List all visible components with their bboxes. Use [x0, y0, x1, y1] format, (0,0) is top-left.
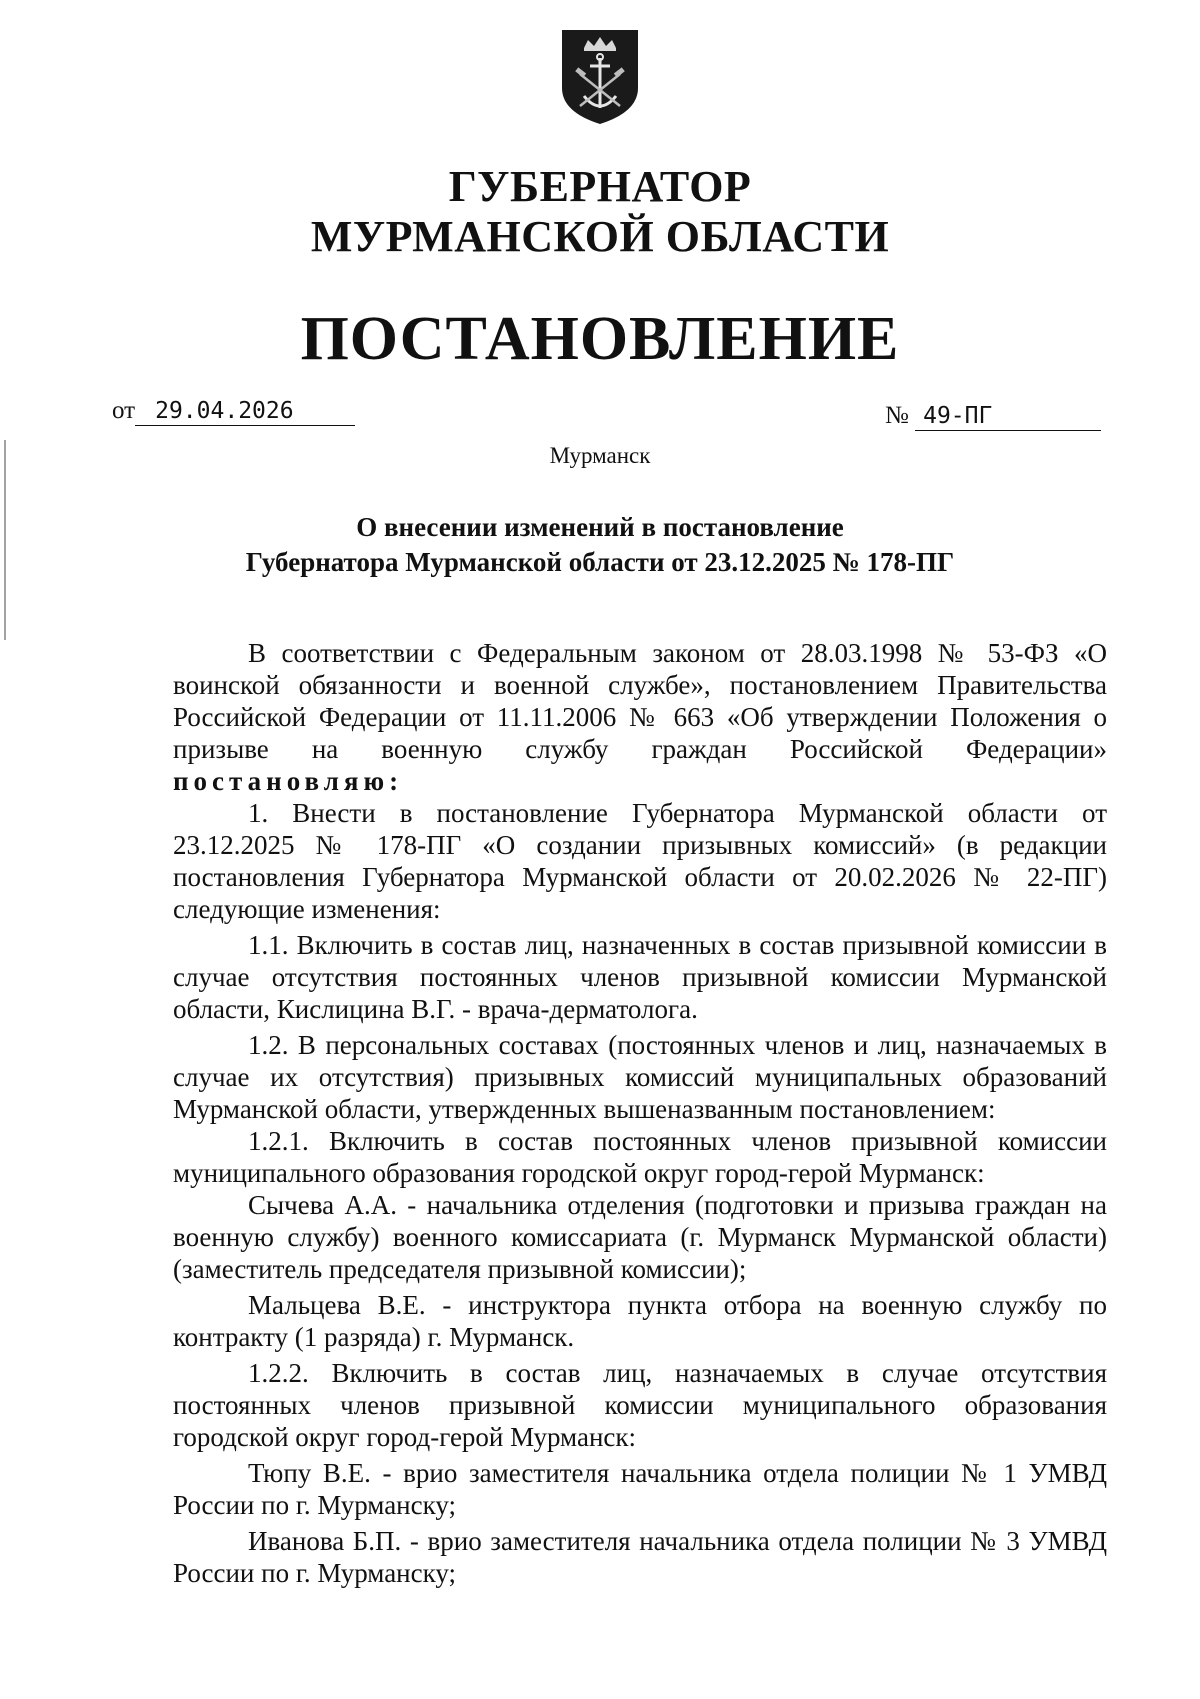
body-paragraph: Мальцева В.Е. - инструктора пункта отбора на военную службу по контракту (1 разряда) г. Мурманск.	[173, 1290, 1107, 1352]
preamble-paragraph	[173, 637, 1107, 797]
resolve-word: постановляю:	[173, 766, 404, 796]
coat-of-arms-icon	[558, 26, 642, 126]
subject-line1: О внесении изменений в постановление	[356, 512, 844, 542]
body-paragraph: 1.2.2. Включить в состав лиц, назначаемых в случае отсутствия постоянных членов призывной комиссии муниципального образования городской округ город-герой Мурманск:	[173, 1358, 1107, 1452]
date-value: 29.04.2026	[135, 397, 355, 426]
document-city: Мурманск	[549, 443, 651, 468]
authority-title-line1: ГУБЕРНАТОР	[448, 162, 752, 211]
body-paragraph: 1. Внести в постановление Губернатора Мурманской области от 23.12.2025 № 178-ПГ «О создании призывных комиссий» (в редакции постановления Губернатора Мурманской области от 20.02.2026 № 22-ПГ) следующие изменения:	[173, 798, 1107, 924]
date-prefix: от	[112, 397, 136, 424]
number-prefix: №	[885, 402, 909, 429]
document-number	[885, 401, 1101, 431]
body-paragraph: Иванова Б.П. - врио заместителя начальника отдела полиции № 3 УМВД России по г. Мурманску;	[173, 1526, 1107, 1588]
subject-line2: Губернатора Мурманской области от 23.12.2025 № 178-ПГ	[245, 547, 955, 577]
document-type-title: ПОСТАНОВЛЕНИЕ	[300, 305, 900, 373]
body-paragraph: Сычева А.А. - начальника отделения (подготовки и призыва граждан на военную службу) военного комиссариата (г. Мурманск Мурманской области) (заместитель председателя призывной комиссии);	[173, 1190, 1107, 1284]
document-date	[112, 396, 355, 426]
body-paragraph: 1.2. В персональных составах (постоянных членов и лиц, назначаемых в случае их отсутствия) призывных комиссий муниципальных образований Мурманской области, утвержденных вышеназванным постановлением:	[173, 1030, 1107, 1124]
preamble-text: В соответствии с Федеральным законом от 28.03.1998 № 53-ФЗ «О воинской обязанности и военной службе», постановлением Правительства Российской Федерации от 11.11.2006 № 663 «Об утверждении Положения о призыве на военную службу граждан Российской Федерации»	[173, 638, 1107, 764]
body-paragraph: Тюпу В.Е. - врио заместителя начальника отдела полиции № 1 УМВД России по г. Мурманску;	[173, 1458, 1107, 1520]
authority-title-line2: МУРМАНСКОЙ ОБЛАСТИ	[310, 212, 890, 261]
number-value: 49-ПГ	[915, 402, 1101, 431]
body-paragraph: 1.2.1. Включить в состав постоянных членов призывной комиссии муниципального образования городской округ город-герой Мурманск:	[173, 1126, 1107, 1188]
document-body	[173, 637, 1107, 1589]
body-paragraph: 1.1. Включить в состав лиц, назначенных в состав призывной комиссии в случае отсутствия постоянных членов призывной комиссии Мурманской области, Кислицина В.Г. - врача-дерматолога.	[173, 930, 1107, 1024]
